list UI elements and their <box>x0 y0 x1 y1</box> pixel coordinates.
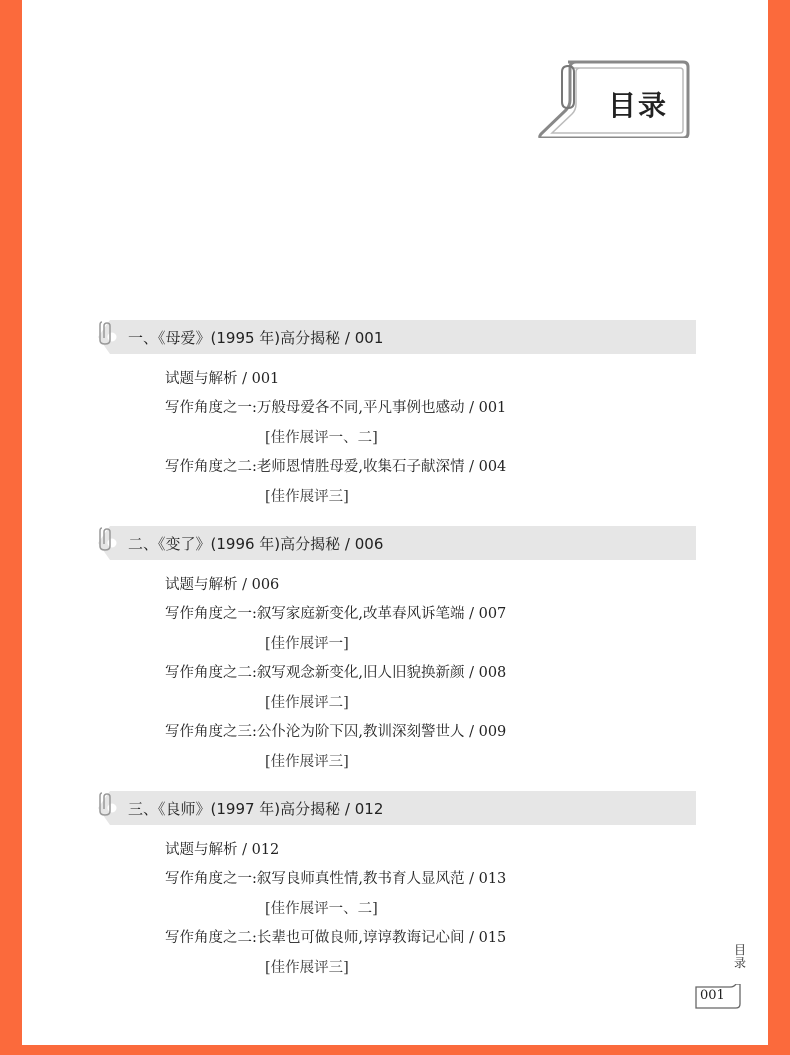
toc-line: 写作角度之二:老师恩情胜母爱,收集石子献深情 / 004 <box>165 459 507 475</box>
side-label: 目录 <box>733 943 746 970</box>
toc-line: 写作角度之二:叙写观念新变化,旧人旧貌换新颜 / 008 <box>165 665 507 681</box>
toc-subline: [佳作展评三] <box>265 489 349 505</box>
paperclip-icon <box>98 791 112 817</box>
section-title: 二、《变了》(1996 年)高分揭秘 / 006 <box>128 535 384 553</box>
page-title: 目录 <box>608 89 669 122</box>
toc-subline: [佳作展评二] <box>265 695 349 711</box>
toc-line: 写作角度之一:叙写良师真性情,教书育人显风范 / 013 <box>165 871 507 887</box>
section-header-3 <box>98 791 696 825</box>
toc-line: 写作角度之一:万般母爱各不同,平凡事例也感动 / 001 <box>165 400 507 416</box>
page-number-frame <box>694 984 750 1010</box>
page <box>22 0 768 1045</box>
section-title: 三、《良师》(1997 年)高分揭秘 / 012 <box>128 800 384 818</box>
page-number: 001 <box>700 988 725 1003</box>
toc-line: 试题与解析 / 006 <box>165 577 280 593</box>
toc-line: 写作角度之三:公仆沦为阶下囚,教训深刻警世人 / 009 <box>165 724 507 740</box>
section-header-2 <box>98 526 696 560</box>
toc-subline: [佳作展评三] <box>265 960 349 976</box>
paperclip-icon <box>98 526 112 552</box>
toc-line: 写作角度之二:长辈也可做良师,谆谆教诲记心间 / 015 <box>165 930 507 946</box>
section-header-1 <box>98 320 696 354</box>
toc-subline: [佳作展评一、二] <box>265 430 378 446</box>
toc-subline: [佳作展评一] <box>265 636 349 652</box>
toc-line: 试题与解析 / 012 <box>165 842 280 858</box>
paperclip-icon <box>98 320 112 346</box>
toc-subline: [佳作展评三] <box>265 754 349 770</box>
section-title: 一、《母爱》(1995 年)高分揭秘 / 001 <box>128 329 384 347</box>
toc-line: 试题与解析 / 001 <box>165 371 280 387</box>
toc-line: 写作角度之一:叙写家庭新变化,改革春风诉笔端 / 007 <box>165 606 507 622</box>
toc-subline: [佳作展评一、二] <box>265 901 378 917</box>
